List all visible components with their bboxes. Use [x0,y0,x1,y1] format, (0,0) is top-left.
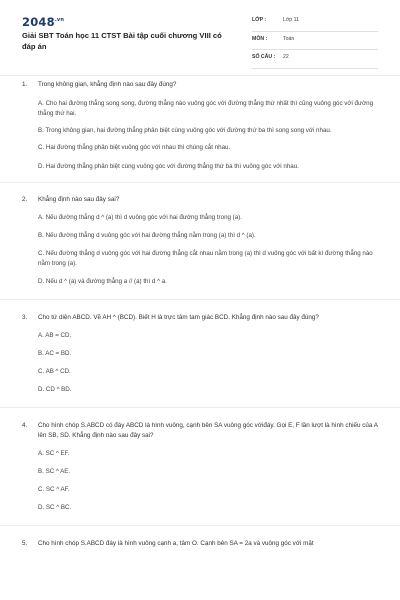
question-divider [0,182,400,183]
option-a[interactable]: A. Nếu đường thẳng d ^ (a) thì d vuông góc với hai đường thẳng trong (a). [38,214,242,221]
question-2 [22,195,384,287]
option-d[interactable]: D. Nếu d ^ (a) và đường thẳng a // (a) thì d ^ a. [38,278,167,285]
question-text: Cho tứ diện ABCD. Vẽ AH ^ (BCD). Biết H là trực tâm tam giác BCD. Khẳng định nào sau đây đúng? [38,314,319,321]
question-text: Khẳng định nào sau đây sai? [38,196,120,203]
question-divider [0,407,400,408]
logo-main: 2048 [22,15,55,29]
logo-suffix: .vn [54,17,65,23]
question-number: 5. [22,540,28,547]
option-c[interactable]: C. AB ^ CD. [38,368,71,375]
meta-label-count: SỐ CÂU : [252,54,276,60]
question-1 [22,80,384,172]
option-c[interactable]: C. SC ^ AF. [38,486,70,493]
option-b[interactable]: B. Nếu đường thẳng d vuông góc với hai đường thẳng nằm trong (a) thì d ^ (a). [38,232,256,239]
question-number: 2. [22,196,28,203]
meta-info [252,13,378,69]
meta-row-subject [252,32,378,51]
meta-value-subject: Toán [283,35,295,42]
header-divider [0,75,400,76]
question-text: Trong không gian, khẳng định nào sau đây đúng? [38,81,177,88]
question-divider [0,525,400,526]
option-c[interactable]: C. Hai đường thẳng phân biệt vuông góc với nhau thì chúng cắt nhau. [38,144,231,151]
question-divider [0,299,400,300]
meta-value-class: Lớp 11 [283,17,299,23]
option-a[interactable]: A. Cho hai đường thẳng song song, đường thẳng nào vuông góc với đường thẳng thứ nhất thì cũng vuông góc với đường thẳng thứ hai. [38,100,374,117]
meta-label-subject: MÔN : [252,35,268,42]
question-text: Cho hình chóp S.ABCD đáy là hình vuông cạnh a, tâm O. Cạnh bên SA = 2a và vuông góc với mặt [38,540,314,547]
question-number: 3. [22,314,28,321]
meta-value-count: 22 [283,54,289,60]
question-4 [22,421,384,513]
option-c[interactable]: C. Nếu đường thẳng d vuông góc với hai đường thẳng cắt nhau nằm trong (a) thì d vuông góc với bất kì đường thẳng nào nằm trong (a). [38,250,373,267]
option-d[interactable]: D. CD ^ BD. [38,386,72,393]
site-logo[interactable] [22,15,64,29]
page-header [0,0,400,68]
question-list [22,80,384,549]
question-text: Cho hình chóp S.ABCD có đáy ABCD là hình vuông, cạnh bên SA vuông góc vớiđáy. Gọi E, F lần lượt là hình chiếu của A lên SB, SD. Khẳng định nào sau đây sai? [38,422,378,439]
option-b[interactable]: B. Trong không gian, hai đường thẳng phân biệt cùng vuông góc với đường thứ ba thì song song với nhau. [38,127,332,134]
page-title: Giải SBT Toán học 11 CTST Bài tập cuối chương VIII có đáp án [22,31,222,51]
option-d[interactable]: D. SC ^ BC. [38,504,72,511]
option-a[interactable]: A. SC ^ EF. [38,450,70,457]
meta-label-class: LỚP : [252,17,267,23]
option-b[interactable]: B. SC ^ AE. [38,468,71,475]
meta-row-count [252,50,378,69]
meta-row-class [252,13,378,32]
question-5 [22,539,384,549]
option-b[interactable]: B. AC = BD. [38,350,72,357]
option-d[interactable]: D. Hai đường thẳng phân biệt cùng vuông góc với đường thẳng thứ ba thì vuông góc với nhau. [38,163,299,170]
option-a[interactable]: A. AB = CD. [38,332,72,339]
question-number: 4. [22,422,28,429]
question-3 [22,313,384,395]
question-number: 1. [22,81,28,88]
